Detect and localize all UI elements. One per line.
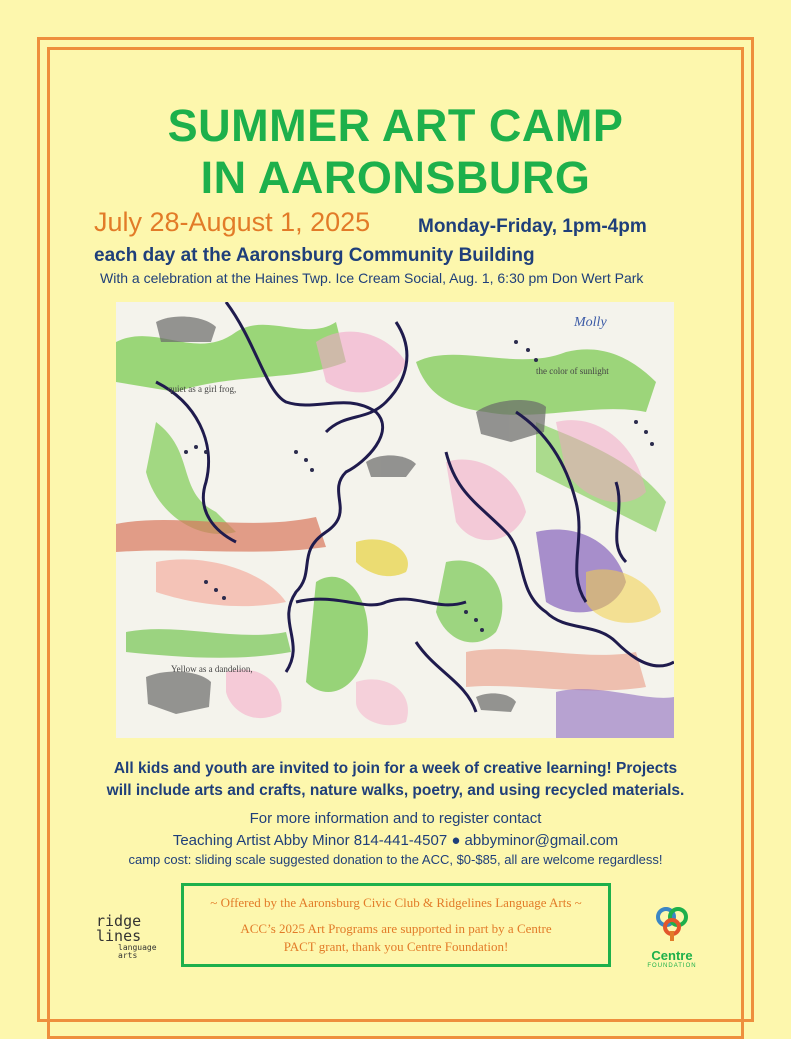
artwork-image (116, 302, 674, 738)
ridgelines-logo-line-1: ridge (96, 912, 142, 930)
ridgelines-logo-line-3: language (118, 943, 157, 952)
artwork-text-3: Yellow as a dandelion, (171, 664, 253, 674)
camp-cost: camp cost: sliding scale suggested donation to the ACC, $0-$85, all are welcome regardless! (128, 852, 663, 867)
centre-foundation-logo (642, 905, 702, 969)
title-line-1: SUMMER ART CAMP (167, 100, 624, 151)
contact-info (0, 808, 791, 852)
centre-logo-sub: FOUNDATION (647, 963, 697, 969)
sponsor-line-2: ACC’s 2025 Art Programs are supported in part by a Centre PACT grant, thank you Centre Foundation! (240, 921, 552, 954)
description-line-2: will include arts and crafts, nature walks, poetry, and using recycled materials. (106, 782, 685, 799)
artwork-svg (116, 302, 674, 738)
contact-line-2: Teaching Artist Abby Minor 814-441-4507 ● abbyminor@gmail.com (172, 832, 619, 849)
sponsor-box (181, 883, 611, 967)
page-title (0, 100, 791, 204)
description-line-1: All kids and youth are invited to join for a week of creative learning! Projects (113, 760, 678, 777)
centre-logo-name: Centre (651, 948, 693, 963)
camp-location: each day at the Aaronsburg Community Building (94, 245, 535, 266)
title-line-2: IN AARONSBURG (200, 152, 591, 203)
artwork-text-2: the color of sunlight (536, 366, 609, 376)
ridgelines-logo-line-2: lines (96, 927, 142, 945)
camp-dates: July 28-August 1, 2025 (94, 207, 371, 237)
sponsor-line-1: ~ Offered by the Aaronsburg Civic Club & Ridgelines Language Arts ~ (210, 895, 582, 910)
contact-line-1: For more information and to register contact (249, 810, 542, 827)
artwork-text-1: quiet as a girl frog, (168, 384, 237, 394)
celebration-note: With a celebration at the Haines Twp. Ice Cream Social, Aug. 1, 6:30 pm Don Wert Park (100, 270, 644, 286)
description (0, 758, 791, 802)
ridgelines-logo-line-4: arts (118, 951, 138, 960)
ridgelines-logo (96, 914, 157, 960)
centre-foundation-icon (652, 905, 692, 941)
artwork-signature: Molly (574, 315, 607, 330)
camp-days: Monday-Friday, 1pm-4pm (418, 216, 647, 237)
